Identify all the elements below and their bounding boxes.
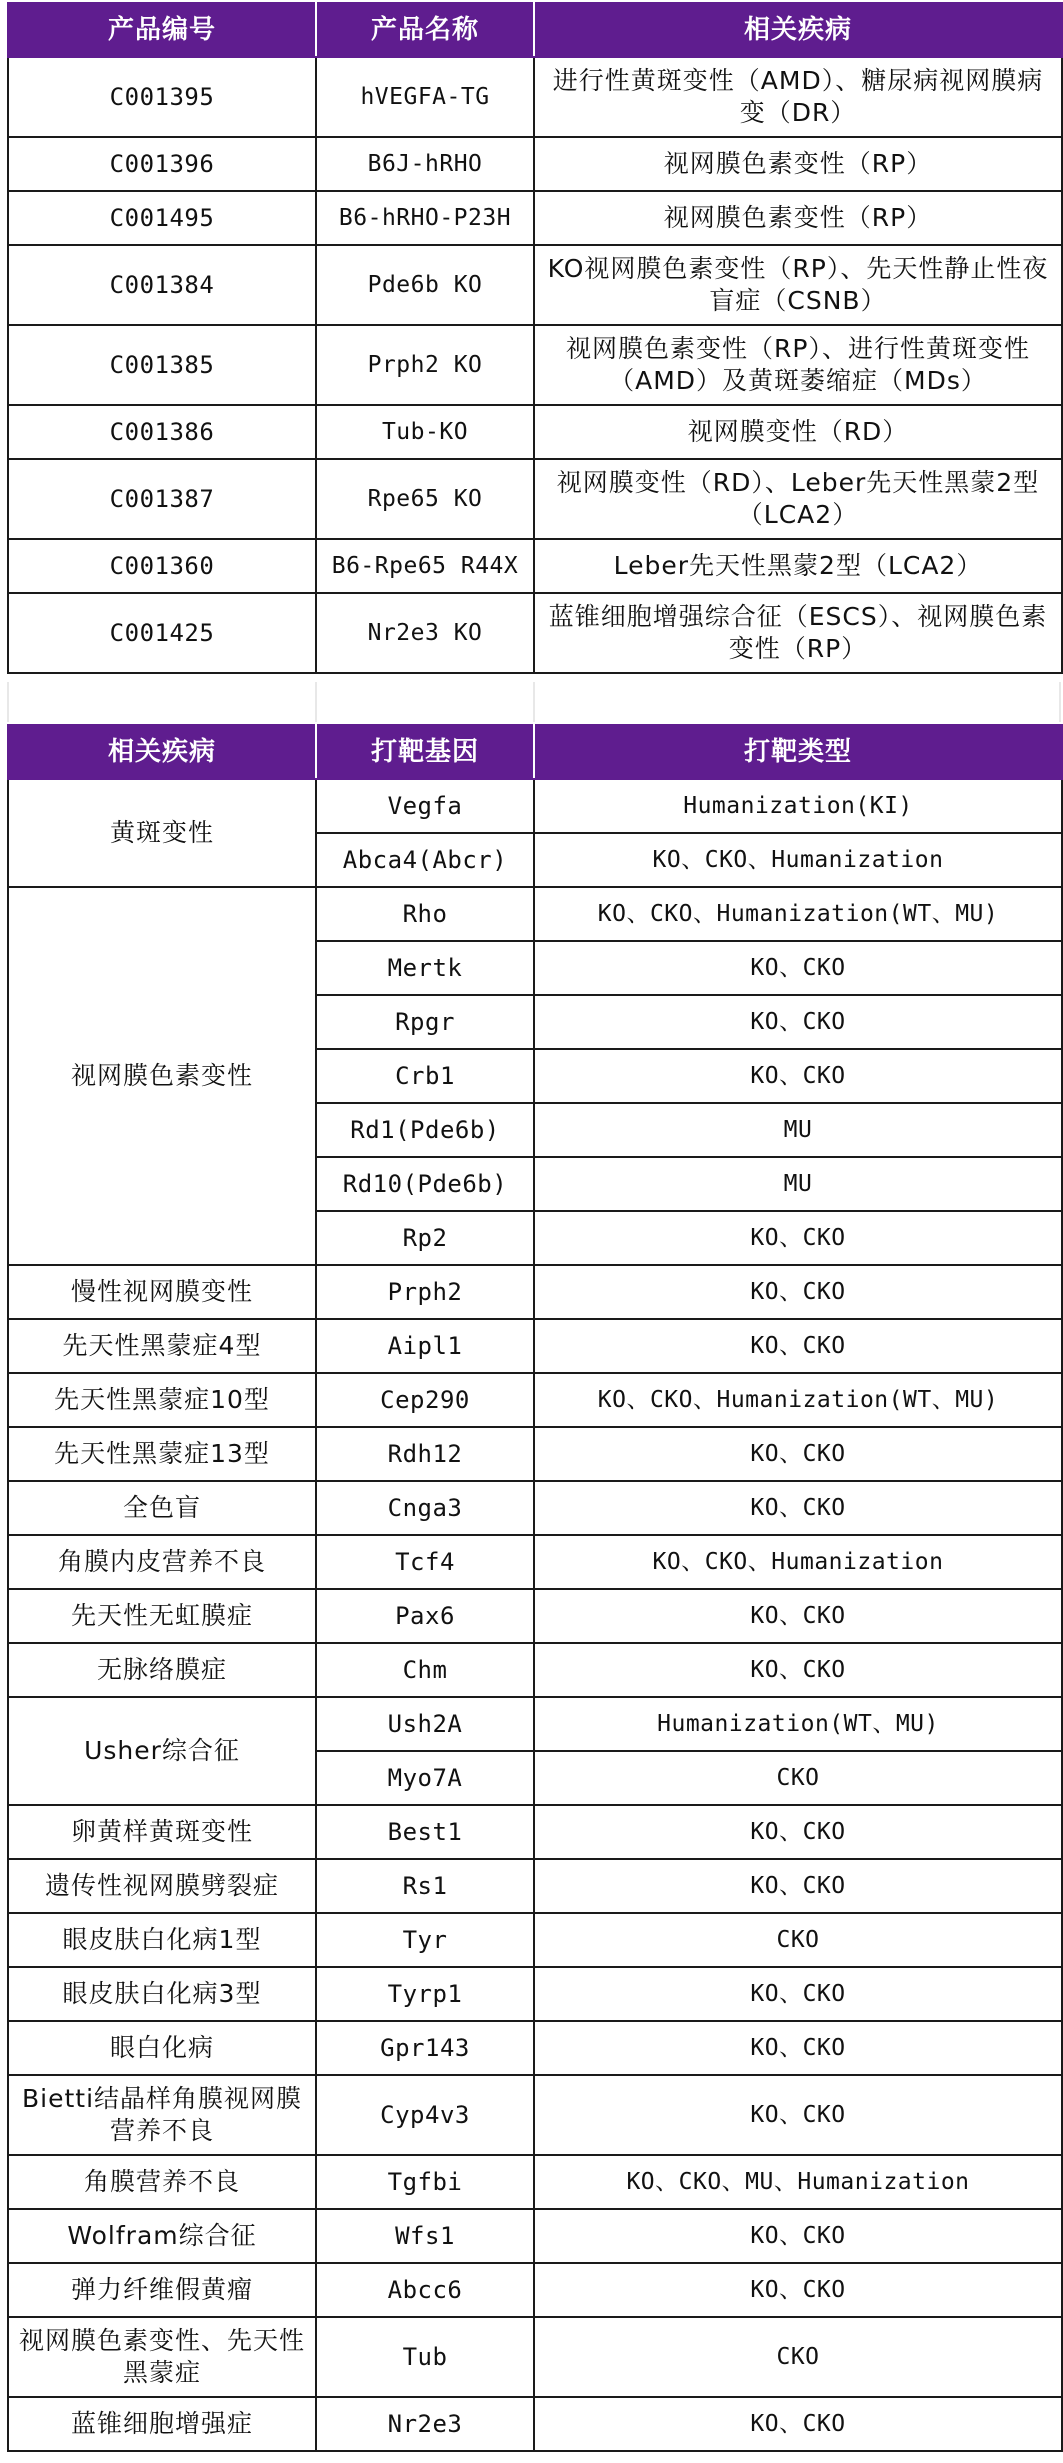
table-spacer xyxy=(0,682,1063,722)
target-type-cell: Humanization(KI) xyxy=(534,779,1062,833)
product-table xyxy=(7,2,1063,674)
product-name-cell: B6J-hRHO xyxy=(316,137,534,191)
table-row xyxy=(8,1805,1062,1859)
disease-cell: 视网膜色素变性 xyxy=(8,887,316,1265)
disease-cell: 进行性黄斑变性（AMD）、糖尿病视网膜病变（DR） xyxy=(534,57,1062,137)
target-type-cell: CKO xyxy=(534,1751,1062,1805)
product-name-cell: Rpe65 KO xyxy=(316,459,534,539)
target-gene-cell: Ush2A xyxy=(316,1697,534,1751)
target-type-cell: CKO xyxy=(534,2317,1062,2397)
target-gene-cell: Tcf4 xyxy=(316,1535,534,1589)
target-type-cell: KO、CKO xyxy=(534,1589,1062,1643)
table-row xyxy=(8,2155,1062,2209)
target-table xyxy=(7,724,1063,2452)
disease-cell: 全色盲 xyxy=(8,1481,316,1535)
product-name-cell: B6-hRHO-P23H xyxy=(316,191,534,245)
target-type-cell: KO、CKO xyxy=(534,2021,1062,2075)
target-gene-cell: Rp2 xyxy=(316,1211,534,1265)
disease-cell: 视网膜色素变性（RP） xyxy=(534,191,1062,245)
target-gene-cell: Rho xyxy=(316,887,534,941)
target-gene-cell: Vegfa xyxy=(316,779,534,833)
target-type-cell: MU xyxy=(534,1157,1062,1211)
target-gene-cell: Abca4(Abcr) xyxy=(316,833,534,887)
disease-cell: KO视网膜色素变性（RP）、先天性静止性夜盲症（CSNB） xyxy=(534,245,1062,325)
target-gene-cell: Chm xyxy=(316,1643,534,1697)
disease-cell: 视网膜变性（RD）、Leber先天性黑蒙2型（LCA2） xyxy=(534,459,1062,539)
table-row xyxy=(8,1427,1062,1481)
target-gene-cell: Abcc6 xyxy=(316,2263,534,2317)
header-disease: 相关疾病 xyxy=(8,725,316,779)
target-gene-cell: Best1 xyxy=(316,1805,534,1859)
disease-cell: 视网膜变性（RD） xyxy=(534,405,1062,459)
product-name-cell: B6-Rpe65 R44X xyxy=(316,539,534,593)
table-row xyxy=(8,405,1062,459)
product-name-cell: Tub-KO xyxy=(316,405,534,459)
table-row xyxy=(8,1913,1062,1967)
target-type-cell: KO、CKO xyxy=(534,1481,1062,1535)
target-gene-cell: Prph2 xyxy=(316,1265,534,1319)
target-type-cell: KO、CKO xyxy=(534,1967,1062,2021)
table-row xyxy=(8,137,1062,191)
product-name-cell: Nr2e3 KO xyxy=(316,593,534,673)
disease-cell: 视网膜色素变性、先天性黑蒙症 xyxy=(8,2317,316,2397)
target-gene-cell: Rdh12 xyxy=(316,1427,534,1481)
target-type-cell: KO、CKO、MU、Humanization xyxy=(534,2155,1062,2209)
target-gene-cell: Tyrp1 xyxy=(316,1967,534,2021)
target-type-cell: KO、CKO、Humanization(WT、MU) xyxy=(534,1373,1062,1427)
table-row xyxy=(8,2263,1062,2317)
target-type-cell: KO、CKO xyxy=(534,1265,1062,1319)
target-type-cell: KO、CKO xyxy=(534,1427,1062,1481)
target-type-cell: KO、CKO、Humanization xyxy=(534,1535,1062,1589)
disease-cell: 视网膜色素变性（RP）、进行性黄斑变性（AMD）及黄斑萎缩症（MDs） xyxy=(534,325,1062,405)
disease-cell: 蓝锥细胞增强症 xyxy=(8,2397,316,2451)
target-gene-cell: Rd10(Pde6b) xyxy=(316,1157,534,1211)
disease-cell: 弹力纤维假黄瘤 xyxy=(8,2263,316,2317)
target-gene-cell: Tyr xyxy=(316,1913,534,1967)
header-product-code: 产品编号 xyxy=(8,3,316,57)
table-row xyxy=(8,2075,1062,2155)
target-type-cell: KO、CKO xyxy=(534,2075,1062,2155)
product-code-cell: C001396 xyxy=(8,137,316,191)
table-row xyxy=(8,245,1062,325)
header-related-disease: 相关疾病 xyxy=(534,3,1062,57)
product-code-cell: C001387 xyxy=(8,459,316,539)
disease-cell: 先天性无虹膜症 xyxy=(8,1589,316,1643)
target-gene-cell: Pax6 xyxy=(316,1589,534,1643)
disease-cell: 先天性黑蒙症13型 xyxy=(8,1427,316,1481)
target-gene-cell: Rd1(Pde6b) xyxy=(316,1103,534,1157)
product-name-cell: Prph2 KO xyxy=(316,325,534,405)
disease-cell: 先天性黑蒙症10型 xyxy=(8,1373,316,1427)
table-row xyxy=(8,1481,1062,1535)
target-type-cell: KO、CKO xyxy=(534,1805,1062,1859)
target-type-cell: KO、CKO xyxy=(534,1859,1062,1913)
target-gene-cell: Tgfbi xyxy=(316,2155,534,2209)
target-type-cell: KO、CKO xyxy=(534,1049,1062,1103)
header-target-gene: 打靶基因 xyxy=(316,725,534,779)
table-row xyxy=(8,887,1062,941)
table-row xyxy=(8,779,1062,833)
target-gene-cell: Wfs1 xyxy=(316,2209,534,2263)
disease-cell: 角膜营养不良 xyxy=(8,2155,316,2209)
header-product-name: 产品名称 xyxy=(316,3,534,57)
target-type-cell: CKO xyxy=(534,1913,1062,1967)
target-type-cell: KO、CKO xyxy=(534,1211,1062,1265)
disease-cell: Wolfram综合征 xyxy=(8,2209,316,2263)
disease-cell: 蓝锥细胞增强综合征（ESCS）、视网膜色素变性（RP） xyxy=(534,593,1062,673)
table-row xyxy=(8,1859,1062,1913)
table-row xyxy=(8,2317,1062,2397)
target-gene-cell: Rpgr xyxy=(316,995,534,1049)
target-type-cell: KO、CKO xyxy=(534,1643,1062,1697)
product-code-cell: C001385 xyxy=(8,325,316,405)
table-row xyxy=(8,459,1062,539)
disease-cell: Usher综合征 xyxy=(8,1697,316,1805)
table-row xyxy=(8,1589,1062,1643)
table-row xyxy=(8,2397,1062,2451)
disease-cell: 角膜内皮营养不良 xyxy=(8,1535,316,1589)
target-type-cell: KO、CKO、Humanization(WT、MU) xyxy=(534,887,1062,941)
table-row xyxy=(8,325,1062,405)
product-code-cell: C001384 xyxy=(8,245,316,325)
product-code-cell: C001495 xyxy=(8,191,316,245)
target-gene-cell: Gpr143 xyxy=(316,2021,534,2075)
target-gene-cell: Cyp4v3 xyxy=(316,2075,534,2155)
target-gene-cell: Rs1 xyxy=(316,1859,534,1913)
table-row xyxy=(8,1697,1062,1751)
table-row xyxy=(8,1535,1062,1589)
product-code-cell: C001395 xyxy=(8,57,316,137)
target-type-cell: KO、CKO xyxy=(534,2209,1062,2263)
table-row xyxy=(8,1967,1062,2021)
target-gene-cell: Aipl1 xyxy=(316,1319,534,1373)
disease-cell: 黄斑变性 xyxy=(8,779,316,887)
disease-cell: 慢性视网膜变性 xyxy=(8,1265,316,1319)
target-gene-cell: Nr2e3 xyxy=(316,2397,534,2451)
disease-cell: 先天性黑蒙症4型 xyxy=(8,1319,316,1373)
table-row xyxy=(8,1373,1062,1427)
product-table-header xyxy=(8,3,1062,57)
target-type-cell: KO、CKO xyxy=(534,995,1062,1049)
table-row xyxy=(8,2021,1062,2075)
target-table-header xyxy=(8,725,1062,779)
target-gene-cell: Cnga3 xyxy=(316,1481,534,1535)
target-type-cell: KO、CKO、Humanization xyxy=(534,833,1062,887)
table-row xyxy=(8,1319,1062,1373)
target-type-cell: Humanization(WT、MU) xyxy=(534,1697,1062,1751)
product-code-cell: C001425 xyxy=(8,593,316,673)
disease-cell: 遗传性视网膜劈裂症 xyxy=(8,1859,316,1913)
disease-cell: 眼皮肤白化病3型 xyxy=(8,1967,316,2021)
target-gene-cell: Mertk xyxy=(316,941,534,995)
target-gene-cell: Myo7A xyxy=(316,1751,534,1805)
disease-cell: Leber先天性黑蒙2型（LCA2） xyxy=(534,539,1062,593)
table-row xyxy=(8,57,1062,137)
header-target-type: 打靶类型 xyxy=(534,725,1062,779)
target-gene-cell: Cep290 xyxy=(316,1373,534,1427)
target-type-cell: KO、CKO xyxy=(534,941,1062,995)
disease-cell: Bietti结晶样角膜视网膜营养不良 xyxy=(8,2075,316,2155)
target-type-cell: MU xyxy=(534,1103,1062,1157)
table-row xyxy=(8,191,1062,245)
disease-cell: 眼皮肤白化病1型 xyxy=(8,1913,316,1967)
target-type-cell: KO、CKO xyxy=(534,2263,1062,2317)
target-gene-cell: Tub xyxy=(316,2317,534,2397)
table-row xyxy=(8,2209,1062,2263)
target-type-cell: KO、CKO xyxy=(534,1319,1062,1373)
disease-cell: 卵黄样黄斑变性 xyxy=(8,1805,316,1859)
product-code-cell: C001386 xyxy=(8,405,316,459)
table-row xyxy=(8,1643,1062,1697)
disease-cell: 眼白化病 xyxy=(8,2021,316,2075)
disease-cell: 无脉络膜症 xyxy=(8,1643,316,1697)
table-row xyxy=(8,1265,1062,1319)
product-name-cell: Pde6b KO xyxy=(316,245,534,325)
product-code-cell: C001360 xyxy=(8,539,316,593)
table-row xyxy=(8,593,1062,673)
table-row xyxy=(8,539,1062,593)
target-type-cell: KO、CKO xyxy=(534,2397,1062,2451)
product-name-cell: hVEGFA-TG xyxy=(316,57,534,137)
disease-cell: 视网膜色素变性（RP） xyxy=(534,137,1062,191)
target-gene-cell: Crb1 xyxy=(316,1049,534,1103)
